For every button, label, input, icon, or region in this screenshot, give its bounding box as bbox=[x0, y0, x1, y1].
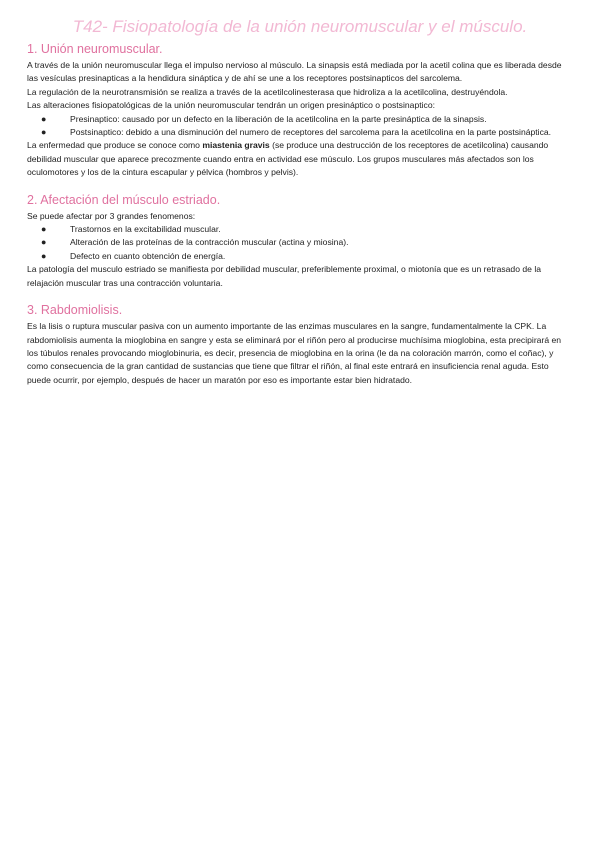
section-3-heading: 3. Rabdomiolisis. bbox=[27, 303, 123, 318]
section-2-bullet-list bbox=[27, 223, 573, 263]
bullet-icon: ● bbox=[41, 113, 47, 124]
list-item-text: Defecto en cuanto obtención de energía. bbox=[70, 250, 226, 261]
section-1-paragraph-2: La regulación de la neurotransmisión se realiza a través de la acetilcolinesterasa que hidroliza a la acetilcolina, destruyéndola. bbox=[27, 86, 508, 97]
bullet-icon: ● bbox=[41, 224, 47, 235]
section-1-paragraph-1: A través de la unión neuromuscular llega el impulso nervioso al músculo. La sinapsis está mediada por la acetil colina que es liberada desde las vesículas presinapticas a la hendidura sináptica y de ahí se une a los receptores postsinapticos del sarcolema. bbox=[27, 60, 562, 84]
paragraph-text: La enfermedad que produce se conoce como bbox=[27, 140, 203, 151]
paragraph-text: (se produce una destrucción de los receptores de acetilcolina) causando debilidad muscular que aparece precozmente cuando entra en actividad ese músculo. Los grupos musculares más afectados son los oculomotores y los de la cintura escapular y pélvica (hombros y pelvis). bbox=[27, 140, 549, 178]
section-2-intro: Se puede afectar por 3 grandes fenomenos: bbox=[27, 210, 196, 221]
section-1-paragraph-3: Las alteraciones fisiopatológicas de la unión neuromuscular tendrán un origen presináptico o postsinaptico: bbox=[27, 100, 435, 111]
list-item bbox=[27, 223, 573, 236]
section-rhabdomyolysis bbox=[27, 302, 573, 387]
list-item-text: Trastornos en la excitabilidad muscular. bbox=[70, 224, 221, 235]
list-item bbox=[27, 236, 573, 249]
list-item-text: Alteración de las proteínas de la contracción muscular (actina y miosina). bbox=[70, 237, 349, 248]
bullet-icon: ● bbox=[41, 250, 47, 261]
section-3-paragraph-1: Es la lisis o ruptura muscular pasiva con un aumento importante de las enzimas musculares en la sangre, fundamentalmente la CPK. La rabdomiolisis aumenta la mioglobina en sangre y esta se eliminará por el riñón pero al producirse muchísima mioglobina, esta precipirará en los túbulos renales provocando mioglobinuria, es decir, presencia de mioglobina en la orina (le da na coloración marrón, como el coñac), y como consecuencia de la gran cantidad de sustancias que tiene que filtrar el riñón, al final este entrará en insuficiencia renal aguda. Esto puede ocurrir, por ejemplo, después de hacer un maratón por eso es importante estar bien hidratado. bbox=[27, 321, 562, 385]
list-item-text: Postsinaptico: debido a una disminución del numero de receptores del sarcolema para la acetilcolina en la parte postsináptica. bbox=[70, 127, 552, 138]
bullet-icon: ● bbox=[41, 127, 47, 138]
bold-term: miastenia gravis bbox=[202, 140, 270, 151]
section-striated-muscle bbox=[27, 192, 573, 290]
section-1-paragraph-4 bbox=[27, 139, 573, 179]
section-neuromuscular-junction bbox=[27, 41, 573, 180]
page-title: T42- Fisiopatología de la unión neuromuscular y el músculo. bbox=[72, 17, 528, 36]
list-item-text: Presinaptico: causado por un defecto en la liberación de la acetilcolina en la parte presináptica de la sinapsis. bbox=[70, 113, 487, 124]
section-1-bullet-list bbox=[27, 113, 573, 140]
list-item bbox=[27, 126, 573, 139]
list-item bbox=[27, 250, 573, 263]
list-item bbox=[27, 113, 573, 126]
section-2-paragraph-1: La patología del musculo estriado se manifiesta por debilidad muscular, preferiblemente proximal, o miotonía que es un retrasado de la relajación muscular tras una contracción voluntaria. bbox=[27, 264, 542, 288]
section-1-heading: 1. Unión neuromuscular. bbox=[27, 42, 163, 56]
bullet-icon: ● bbox=[41, 237, 47, 248]
section-2-heading: 2. Afectación del músculo estriado. bbox=[27, 192, 221, 207]
